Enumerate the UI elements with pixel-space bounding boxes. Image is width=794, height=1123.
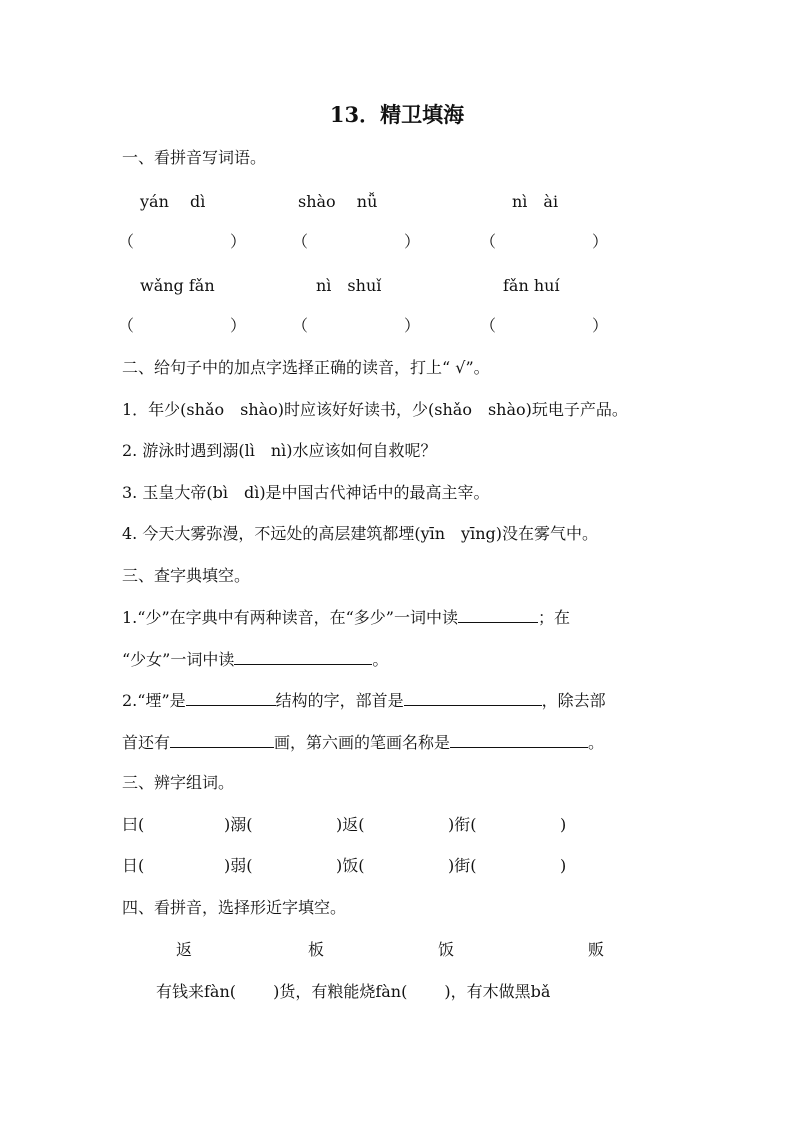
fill-blank[interactable] <box>186 690 276 706</box>
answer-box[interactable]: （ ） <box>480 316 609 335</box>
pinyin-yandi: yán dì <box>140 192 206 211</box>
section4-heading: 三、辨字组词。 <box>122 773 235 792</box>
question-item: 4. 今天大雾弥漫，不远处的高层建筑都堙(yīn yīng)没在雾气中。 <box>122 524 599 543</box>
question-text: 首还有 <box>122 733 171 752</box>
word-row-1-c4: ) <box>560 815 567 834</box>
answer-box[interactable]: （ ） <box>480 232 609 251</box>
question-text: “少女”一词中读 <box>122 650 235 669</box>
page-title: 13．精卫填海 <box>329 102 465 127</box>
dictionary-question-2 <box>122 690 606 711</box>
answer-box[interactable]: （ ） <box>292 232 421 251</box>
fill-blank[interactable] <box>450 732 588 748</box>
choice-char: 饭 <box>438 940 455 959</box>
word-row-1-c0: 曰( <box>122 815 145 834</box>
fill-sentence: 有钱来fàn( )货，有粮能烧fàn( )，有木做黑bǎ <box>156 982 551 1001</box>
pinyin-nishui: nì shuǐ <box>316 276 382 295</box>
word-row-2-c1: )弱( <box>224 856 253 875</box>
dictionary-question-2-cont <box>122 732 604 753</box>
choice-char: 贩 <box>588 940 605 959</box>
answer-box[interactable]: （ ） <box>292 316 421 335</box>
answer-box[interactable]: （ ） <box>118 232 247 251</box>
choice-char: 板 <box>308 940 325 959</box>
section5-heading: 四、看拼音，选择形近字填空。 <box>122 898 347 917</box>
fill-blank[interactable] <box>234 649 372 665</box>
word-row-1-c1: )溺( <box>224 815 253 834</box>
dictionary-question-1 <box>122 607 570 628</box>
pinyin-niai: nì ài <box>512 192 559 211</box>
fill-blank[interactable] <box>458 607 538 623</box>
section2-heading: 二、给句子中的加点字选择正确的读音，打上“ √”。 <box>122 358 490 377</box>
word-row-1-c3: )衔( <box>448 815 477 834</box>
question-text: 1.“少”在字典中有两种读音，在“多少”一词中读 <box>122 608 458 627</box>
question-text: ，除去部 <box>541 691 606 710</box>
word-row-2-c3: )街( <box>448 856 477 875</box>
pinyin-shaonv: shào nǚ <box>298 192 378 211</box>
word-row-1-c2: )返( <box>336 815 365 834</box>
question-text: 画，第六画的笔画名称是 <box>274 733 451 752</box>
word-row-2-c4: ) <box>560 856 567 875</box>
question-item: 2. 游泳时遇到溺(lì nì)水应该如何自救呢？ <box>122 441 437 460</box>
pinyin-wangfan: wǎng fǎn <box>140 276 215 295</box>
question-text: 。 <box>372 650 389 669</box>
question-item: 1．年少(shǎo shào)时应该好好读书，少(shǎo shào)玩电子产品。 <box>122 400 628 419</box>
choice-char: 返 <box>176 940 193 959</box>
question-text: 2.“堙”是 <box>122 691 186 710</box>
section1-heading: 一、看拼音写词语。 <box>122 148 267 167</box>
pinyin-fanhui: fǎn huí <box>503 276 560 295</box>
word-row-2-c2: )饭( <box>336 856 365 875</box>
dictionary-question-1-cont <box>122 649 388 670</box>
question-item: 3. 玉皇大帝(bì dì)是中国古代神话中的最高主宰。 <box>122 483 490 502</box>
question-text: 结构的字，部首是 <box>275 691 404 710</box>
section3-heading: 三、查字典填空。 <box>122 566 251 585</box>
question-text: ；在 <box>538 608 571 627</box>
word-row-2-c0: 日( <box>122 856 145 875</box>
answer-box[interactable]: （ ） <box>118 316 247 335</box>
fill-blank[interactable] <box>170 732 274 748</box>
fill-blank[interactable] <box>404 690 542 706</box>
question-text: 。 <box>588 733 605 752</box>
